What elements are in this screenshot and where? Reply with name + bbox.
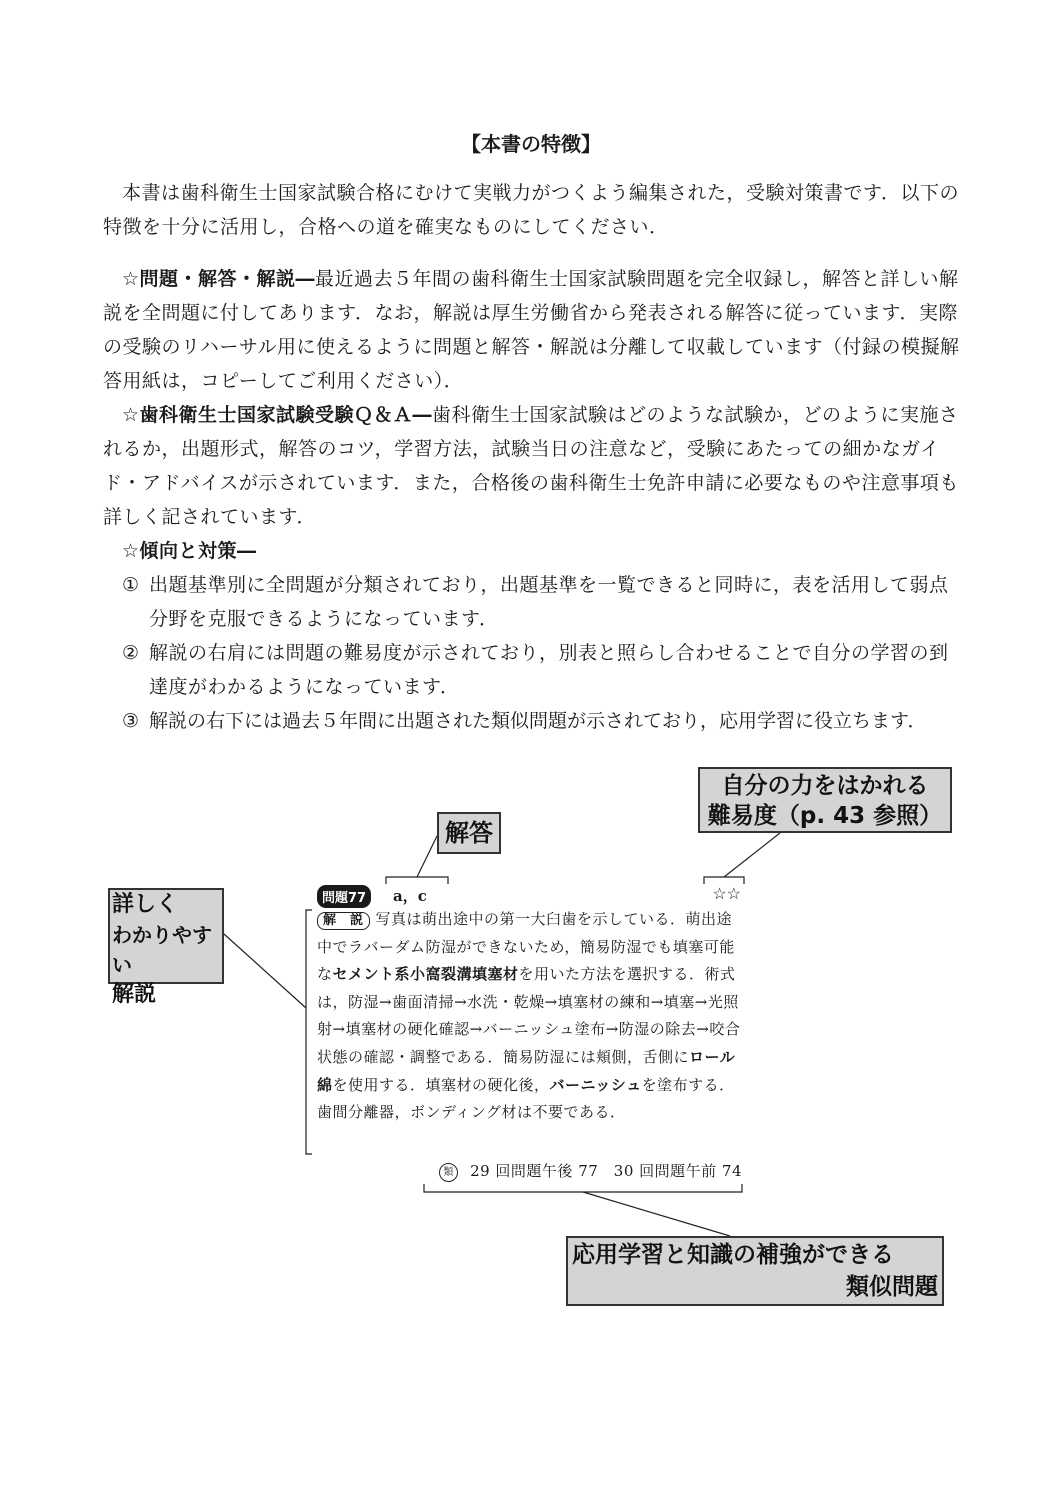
similar-icon: 類 [439, 1163, 458, 1182]
similar-connector [583, 1192, 730, 1236]
callout-difficulty [698, 767, 952, 833]
trend-item-number: ③ [122, 710, 140, 732]
keyword: セメント系小窩裂溝填塞材 [332, 965, 519, 984]
explanation-text [317, 906, 745, 1127]
callout-answer: 解答 [437, 812, 501, 854]
explanation-segment: を塗布する．歯間分離器，ボンディング材は不要である． [317, 1075, 735, 1122]
callout-line: 詳しく [112, 892, 179, 917]
feature-text: 最近過去５年間の歯科衛生士国家試験問題を完全収録し，解答と詳しい解説を全問題に付してあります．なお，解説は厚生労働省から発表される解答に従っています．実際の受験のリハーサル用に使えるように問題と解答・解説は分離して収載しています（付録の模擬解答用紙は，コピーしてご利用ください）． [103, 268, 960, 392]
callout-line: 難易度（p. 43 参照） [707, 803, 943, 829]
feature-text: 歯科衛生士国家試験はどのような試験か，どのように実施されるか，出題形式，解答のコツ，学習方法，試験当日の注意など，受験にあたっての細かなガイド・アドバイスが示されています．また，合格後の歯科衛生士免許申請に必要なものや注意事項も詳しく記されています． [103, 404, 959, 528]
callout-line: わかりやすい [112, 923, 212, 977]
page-title: 【本書の特徴】 [461, 132, 601, 156]
answer-connector [417, 836, 437, 877]
similar-bracket [424, 1184, 742, 1192]
difficulty-bracket [704, 877, 744, 884]
explanation-connector [224, 934, 306, 1008]
callout-similar-questions [566, 1236, 944, 1306]
callout-line: 解説 [112, 982, 157, 1007]
difficulty-stars: ☆☆ [712, 884, 741, 903]
explanation-segment: 写真は萌出途中の第一大臼歯を示している．萌出途中でラバーダム防湿ができないため，簡易防湿でも填塞可能な [317, 910, 735, 984]
explanation-segment: を使用する．填塞材の硬化後， [332, 1075, 550, 1094]
difficulty-connector [724, 833, 780, 877]
example-explanation [317, 906, 745, 1127]
explanation-segment: を用いた方法を選択する．術式は，防湿→歯面清掃→水洗・乾燥→填塞材の練和→填塞→光照射→填塞材の硬化確認→バーニッシュ塗布→防湿の除去→咬合状態の確認・調整である．簡易防湿には頬側，舌側に [317, 965, 741, 1066]
explanation-bracket [306, 910, 312, 1154]
question-number-badge: 問題77 [317, 885, 371, 908]
intro-text: 本書は歯科衛生士国家試験合格にむけて実戦力がつくよう編集された，受験対策書です．以下の特徴を十分に活用し，合格への道を確実なものにしてください． [103, 182, 959, 238]
keyword: ロール綿 [317, 1047, 736, 1094]
trend-item-number: ① [122, 574, 140, 596]
explanation-tag: 解 説 [317, 912, 370, 930]
similar-questions-reference [424, 1160, 742, 1182]
trend-item-text: 解説の右下には過去５年間に出題された類似問題が示されており，応用学習に役立ちます． [149, 710, 927, 732]
feature-title: ☆歯科衛生士国家試験受験Ｑ＆Ａ― [122, 404, 433, 426]
answer-bracket [386, 877, 448, 884]
callout-line: 応用学習と知識の補強ができる [572, 1242, 894, 1268]
example-question-header [317, 884, 745, 908]
callout-explanation [108, 888, 224, 1007]
answer-value: a，c [393, 887, 427, 905]
similar-refs-text: 29 回問題午後 77 30 回問題午前 74 [470, 1162, 742, 1180]
keyword: バーニッシュ [549, 1075, 642, 1094]
trend-title: ☆傾向と対策― [122, 540, 257, 562]
callout-line: 自分の力をはかれる [721, 773, 929, 799]
feature-title: ☆問題・解答・解説― [122, 268, 316, 290]
trend-item-number: ② [122, 642, 140, 664]
trend-item-text: 解説の右肩には問題の難易度が示されており，別表と照らし合わせることで自分の学習の到達度がわかるようになっています． [149, 642, 949, 698]
callout-line: 類似問題 [846, 1274, 938, 1300]
trend-item-text: 出題基準別に全問題が分類されており，出題基準を一覧できると同時に，表を活用して弱点分野を克服できるようになっています． [149, 574, 949, 630]
